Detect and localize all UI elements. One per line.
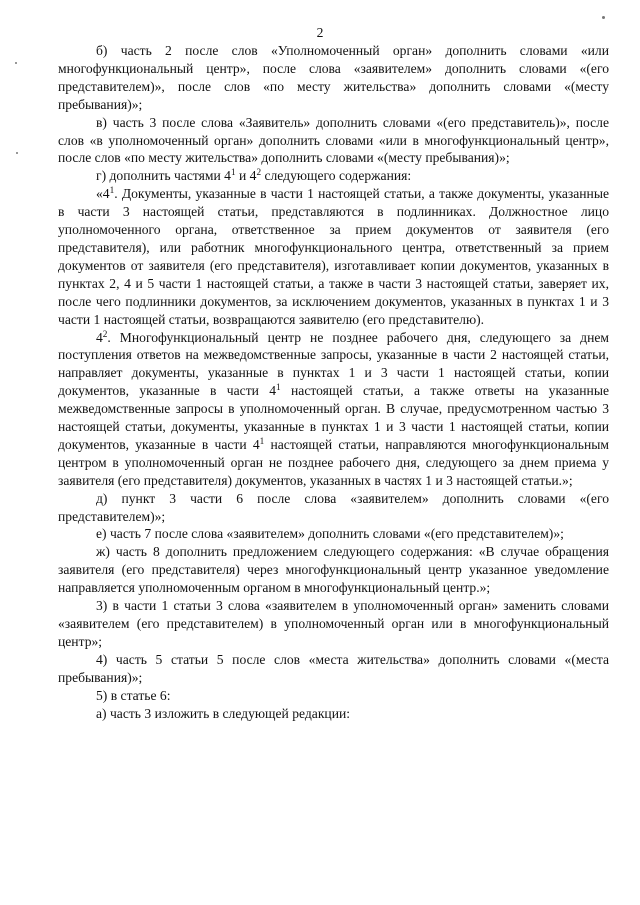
paragraph-text: «4: [96, 186, 110, 202]
paragraph-text: 5) в статье 6:: [96, 687, 171, 703]
paragraph-g: [58, 167, 609, 185]
scan-speck: [15, 62, 17, 64]
paragraph-5: [58, 687, 609, 705]
superscript: 1: [230, 167, 236, 178]
paragraph-zh: [58, 543, 609, 597]
paragraph-text: 3) в части 1 статьи 3 слова «заявителем в уполномоченный орган» заменить словами «заявителем (его представителем) в уполномоченный орган или в многофункциональный центр»;: [58, 598, 609, 649]
paragraph-text: следующего содержания:: [261, 168, 412, 184]
paragraph-4: [58, 651, 609, 687]
paragraph-part-4-2: [58, 329, 609, 490]
paragraph-text: настоящей статьи, направляются многофункциональным центром в уполномоченный орган не позднее рабочего дня, следующего за днем приема у заявителя (его представителя) документов, указанных в частях 1 и 3 настоящей статьи.»;: [58, 436, 609, 488]
paragraph-b: [58, 42, 609, 114]
paragraph-part-4-1: [58, 185, 609, 328]
superscript: 1: [276, 382, 281, 393]
paragraph-a: [58, 705, 609, 723]
superscript: 1: [259, 435, 265, 446]
paragraph-text: а) часть 3 изложить в следующей редакции:: [96, 705, 351, 721]
paragraph-3: [58, 597, 609, 651]
paragraph-d: [58, 490, 609, 526]
paragraph-text: . Многофункциональный центр не позднее рабочего дня, следующего за днем поступления ответов на межведомственные запросы, указанные в части 2 настоящей статьи, направляет документы, указанные в пунктах 1 и 3 части 1 настоящей статьи, копии документов, указанные в части 4: [58, 329, 609, 399]
paragraph-v: [58, 114, 609, 168]
scan-speck: [602, 16, 605, 19]
paragraph-text: и 4: [235, 168, 257, 184]
paragraph-text: д) пункт 3 части 6 после слова «заявителем» дополнить словами «(его представителем)»;: [58, 490, 609, 524]
superscript: 2: [256, 167, 262, 178]
paragraph-text: 4) часть 5 статьи 5 после слов «места жительства» дополнить словами «(места пребывания)»;: [58, 651, 609, 685]
document-body: [58, 42, 609, 722]
paragraph-text: е) часть 7 после слова «заявителем» дополнить словами «(его представителем)»;: [96, 526, 564, 542]
page-number: 2: [316, 25, 324, 40]
paragraph-text: в) часть 3 после слова «Заявитель» дополнить словами «(его представитель)», после слов «в уполномоченный орган» дополнить словами «или в многофункциональный центр», после слов «по месту жительства» дополнить словами «(месту пребывания)»;: [58, 114, 609, 166]
superscript: 2: [102, 328, 108, 339]
superscript: 1: [109, 185, 115, 196]
paragraph-e: [58, 525, 609, 543]
paragraph-text: . Документы, указанные в части 1 настоящей статьи, а также документы, указанные в части 3 настоящей статьи, представляются в подлинниках. Должностное лицо уполномоченного органа, ответственное за прием документов от заявителя (его представителя), или работник многофункционального центра, ответственный за прием документов от заявителя (его представителя), изготавливает копии документов, указанных в пунктах 2, 4 и 5 части 1 настоящей статьи, а также в части 3 настоящей статьи, заверяет их, после чего подлинники документов, за исключением документов, указанных в пунктах 1 и 3 части 1 настоящей статьи, возвращаются заявителю (его представителю).: [58, 186, 609, 327]
scan-speck: [16, 152, 18, 154]
paragraph-text: 4: [96, 329, 103, 345]
paragraph-text: настоящей статьи, а также ответы на указанные межведомственные запросы в уполномоченный орган. В случае, предусмотренном частью 3 настоящей статьи, документы, указанные в пунктах 1 и 3 части 1 настоящей статьи, копии документов, указанные в части 4: [58, 383, 609, 452]
paragraph-text: г) дополнить частями 4: [96, 168, 231, 184]
paragraph-text: ж) часть 8 дополнить предложением следующего содержания: «В случае обращения заявителя (его представителя) через многофункциональный центр указанное уведомление направляется уполномоченным органом в многофункциональный центр.»;: [58, 544, 609, 596]
paragraph-text: б) часть 2 после слов «Уполномоченный орган» дополнить словами «или многофункциональный центр», после слова «заявителем» дополнить словами «(его представителем)», после слов «по месту жительства» дополнить словами «(месту пребывания)»;: [58, 43, 609, 112]
